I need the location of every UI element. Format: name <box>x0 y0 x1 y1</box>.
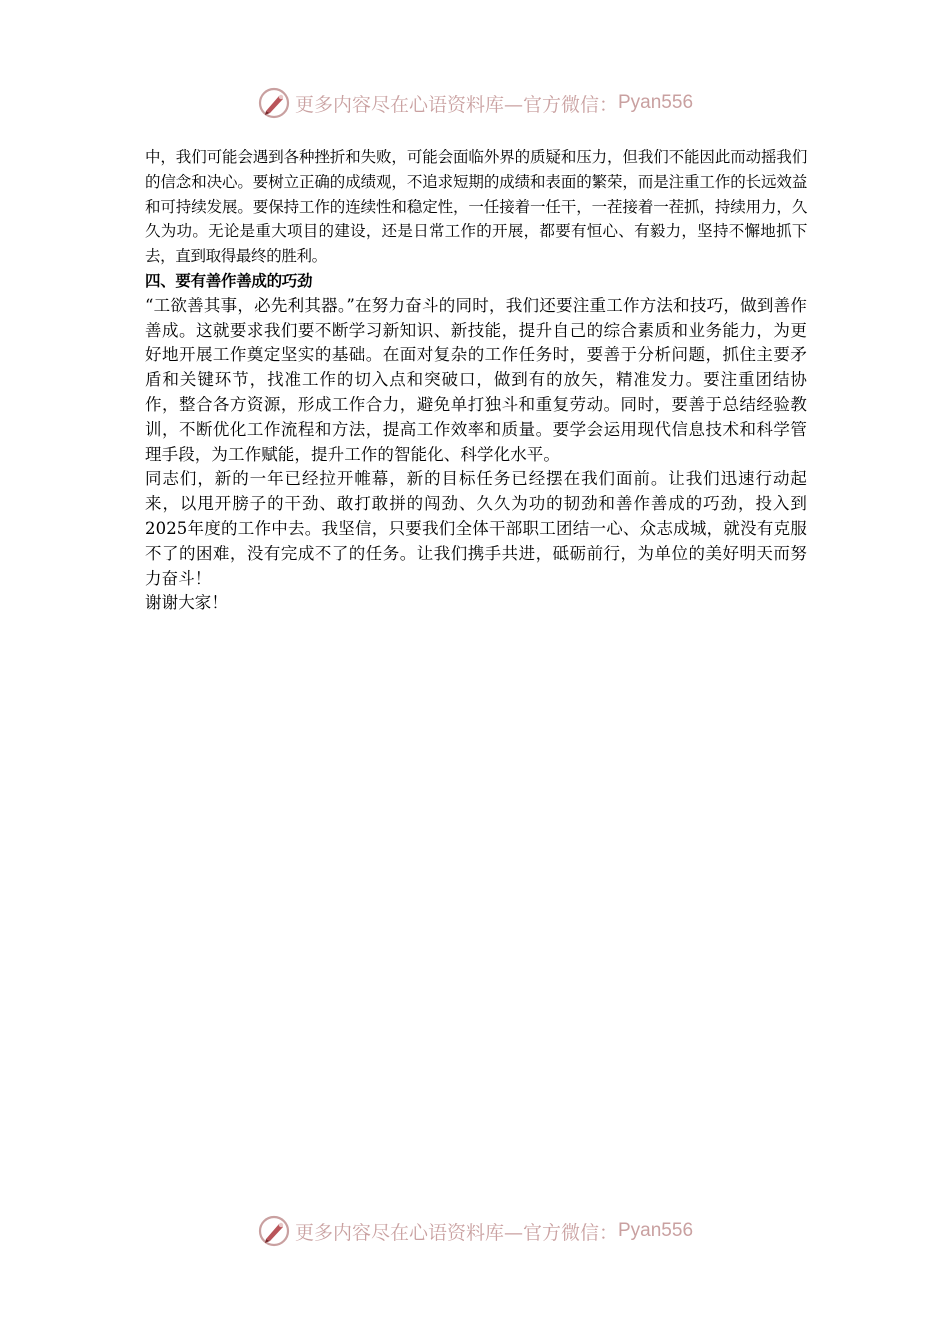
header-banner <box>0 83 950 123</box>
paragraph-2: “工欲善其事，必先利其器。”在努力奋斗的同时，我们还要注重工作方法和技巧，做到善作善成。这就要求我们要不断学习新知识、新技能，提升自己的综合素质和业务能力，为更好地开展工作奠定坚实的基础。在面对复杂的工作任务时，要善于分析问题，抓住主要矛盾和关键环节，找准工作的切入点和突破口，做到有的放矢，精准发力。要注重团结协作，整合各方资源，形成工作合力，避免单打独斗和重复劳动。同时，要善于总结经验教训，不断优化工作流程和方法，提高工作效率和质量。要学会运用现代信息技术和科学管理手段，为工作赋能，提升工作的智能化、科学化水平。 <box>145 295 807 464</box>
banner-text: 更多内容尽在心语资料库—官方微信： <box>294 1221 618 1244</box>
pen-nib-logo-icon <box>257 1214 291 1248</box>
footer-banner <box>0 1211 950 1251</box>
closing-line: 谢谢大家！ <box>145 593 228 613</box>
document-body <box>145 145 807 616</box>
banner-wechat-id: Pyan556 <box>618 92 694 113</box>
paragraph-1: 中，我们可能会遇到各种挫折和失败，可能会面临外界的质疑和压力，但我们不能因此而动摇我们的信念和决心。要树立正确的成绩观，不追求短期的成绩和表面的繁荣，而是注重工作的长远效益和可持续发展。要保持工作的连续性和稳定性，一任接着一任干，一茬接着一茬抓，持续用力，久久为功。无论是重大项目的建设，还是日常工作的开展，都要有恒心、有毅力，坚持不懈地抓下去，直到取得最终的胜利。 <box>145 148 807 266</box>
section-heading-4: 四、要有善作善成的巧劲 <box>145 271 313 290</box>
paragraph-3: 同志们，新的一年已经拉开帷幕，新的目标任务已经摆在我们面前。让我们迅速行动起来，以甩开膀子的干劲、敢打敢拼的闯劲、久久为功的韧劲和善作善成的巧劲，投入到2025年度的工作中去。我坚信，只要我们全体干部职工团结一心、众志成城，就没有克服不了的困难，没有完成不了的任务。让我们携手共进，砥砺前行，为单位的美好明天而努力奋斗！ <box>145 469 807 588</box>
banner-text: 更多内容尽在心语资料库—官方微信： <box>294 93 618 116</box>
pen-nib-logo-icon <box>257 86 291 120</box>
banner-wechat-id: Pyan556 <box>618 1220 694 1241</box>
